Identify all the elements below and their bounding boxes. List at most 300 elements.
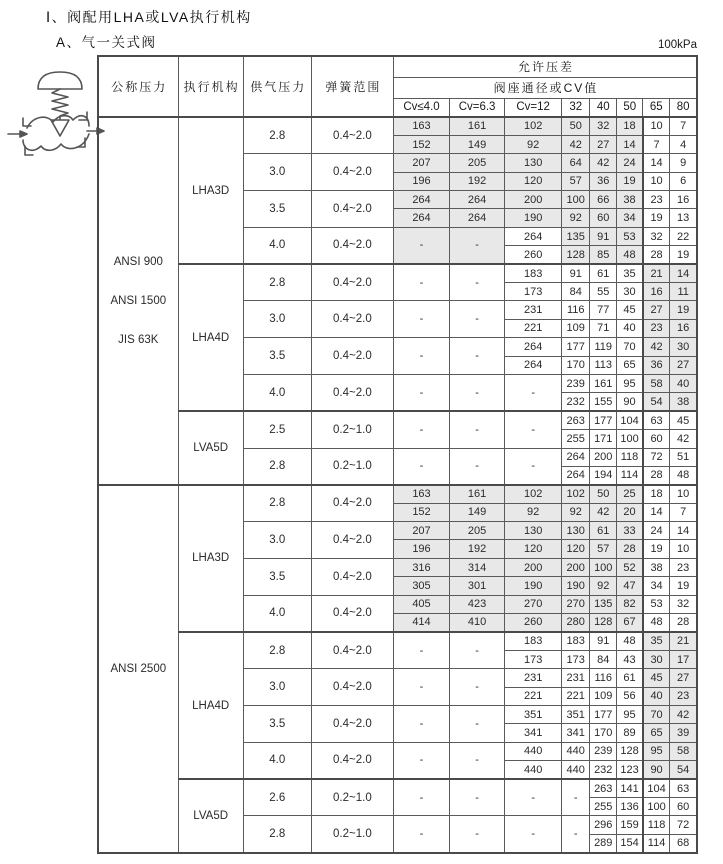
value-cell: 207 — [393, 154, 449, 172]
value-cell: 190 — [505, 209, 562, 227]
dash-cell: - — [450, 411, 505, 448]
value-cell: 84 — [590, 650, 617, 668]
value-cell: 423 — [450, 595, 505, 613]
dash-cell: - — [393, 374, 449, 411]
header-actuator: 执行机构 — [178, 56, 243, 117]
value-cell: 100 — [562, 191, 590, 209]
actuator-cell: LHA3D — [178, 117, 243, 264]
value-cell: 221 — [562, 687, 590, 705]
value-cell: 161 — [590, 374, 617, 392]
actuator-cell: LHA3D — [178, 485, 243, 632]
dash-cell: - — [393, 448, 449, 485]
value-cell: 260 — [505, 614, 562, 632]
supply-cell: 4.0 — [243, 374, 311, 411]
value-cell: 280 — [562, 614, 590, 632]
dash-cell: - — [450, 374, 505, 411]
table-row — [98, 779, 697, 797]
value-cell: 177 — [590, 706, 617, 724]
value-cell: 60 — [643, 430, 670, 448]
supply-cell: 3.0 — [243, 154, 311, 191]
value-cell: 114 — [617, 466, 643, 484]
unit-label: 100kPa — [657, 39, 697, 51]
value-cell: 232 — [562, 393, 590, 411]
value-cell: 42 — [670, 430, 697, 448]
value-cell: 130 — [505, 154, 562, 172]
value-cell: 255 — [590, 797, 617, 815]
value-cell: 119 — [590, 338, 617, 356]
value-cell: 289 — [590, 834, 617, 852]
value-cell: 55 — [590, 283, 617, 301]
table-row — [98, 485, 697, 503]
value-cell: 66 — [590, 191, 617, 209]
value-cell: 50 — [590, 485, 617, 503]
value-cell: 116 — [590, 669, 617, 687]
value-cell: 154 — [617, 834, 643, 852]
value-cell: 14 — [643, 154, 670, 172]
value-cell: 67 — [617, 614, 643, 632]
value-cell: 270 — [562, 595, 590, 613]
actuator-cell: LHA4D — [178, 264, 243, 411]
value-cell: 38 — [643, 558, 670, 576]
value-cell: 135 — [562, 227, 590, 245]
value-cell: 95 — [617, 706, 643, 724]
dash-cell: - — [450, 816, 505, 853]
dash-cell: - — [393, 411, 449, 448]
value-cell: 22 — [670, 227, 697, 245]
supply-cell: 2.8 — [243, 632, 311, 669]
value-cell: 9 — [670, 154, 697, 172]
value-cell: 207 — [393, 522, 449, 540]
value-cell: 16 — [670, 191, 697, 209]
header-allowable-dp: 允许压差 — [393, 56, 697, 77]
value-cell: 200 — [505, 558, 562, 576]
value-cell: 264 — [450, 191, 505, 209]
spring-cell: 0.4~2.0 — [311, 301, 393, 338]
value-cell: 10 — [670, 540, 697, 558]
value-cell: 190 — [505, 577, 562, 595]
value-cell: 10 — [643, 117, 670, 135]
dash-cell: - — [450, 338, 505, 375]
value-cell: 221 — [505, 319, 562, 337]
value-cell: 19 — [617, 172, 643, 190]
supply-cell: 3.5 — [243, 191, 311, 228]
dash-cell: - — [393, 779, 449, 816]
value-cell: 440 — [505, 761, 562, 779]
value-cell: 32 — [590, 117, 617, 135]
supply-cell: 2.8 — [243, 117, 311, 154]
value-cell: 405 — [393, 595, 449, 613]
value-cell: 30 — [670, 338, 697, 356]
value-cell: 351 — [505, 706, 562, 724]
value-cell: 173 — [562, 650, 590, 668]
value-cell: 102 — [505, 117, 562, 135]
pressure-class-label: ANSI 900 — [113, 255, 163, 268]
value-cell: 16 — [643, 283, 670, 301]
value-cell: 92 — [562, 209, 590, 227]
dash-cell: - — [393, 632, 449, 669]
spring-cell: 0.4~2.0 — [311, 742, 393, 779]
supply-cell: 2.6 — [243, 779, 311, 816]
value-cell: 163 — [393, 117, 449, 135]
value-cell: 192 — [450, 172, 505, 190]
value-cell: 120 — [505, 540, 562, 558]
value-cell: 102 — [562, 485, 590, 503]
dash-cell: - — [450, 779, 505, 816]
value-cell: 231 — [505, 301, 562, 319]
value-cell: 64 — [562, 154, 590, 172]
value-cell: 30 — [643, 650, 670, 668]
value-cell: 196 — [393, 540, 449, 558]
value-cell: 20 — [617, 503, 643, 521]
value-cell: 130 — [562, 522, 590, 540]
header-cv-12: Cv=12 — [505, 98, 562, 117]
value-cell: 205 — [450, 522, 505, 540]
value-cell: 13 — [670, 209, 697, 227]
value-cell: 113 — [590, 356, 617, 374]
value-cell: 440 — [562, 761, 590, 779]
air-to-close-valve-icon — [5, 62, 105, 187]
value-cell: 43 — [617, 650, 643, 668]
dash-cell: - — [505, 448, 562, 485]
value-cell: 63 — [643, 411, 670, 429]
value-cell: 48 — [643, 614, 670, 632]
value-cell: 91 — [590, 632, 617, 650]
value-cell: 45 — [617, 301, 643, 319]
header-dn-80: 80 — [670, 98, 697, 117]
value-cell: 72 — [670, 816, 697, 834]
value-cell: 264 — [505, 356, 562, 374]
value-cell: 231 — [505, 669, 562, 687]
value-cell: 40 — [670, 374, 697, 392]
value-cell: 70 — [617, 338, 643, 356]
value-cell: 61 — [590, 522, 617, 540]
value-cell: 301 — [450, 577, 505, 595]
value-cell: 48 — [617, 632, 643, 650]
value-cell: 177 — [562, 338, 590, 356]
spring-cell: 0.4~2.0 — [311, 706, 393, 743]
value-cell: 263 — [562, 411, 590, 429]
value-cell: 231 — [562, 669, 590, 687]
value-cell: 152 — [393, 135, 449, 153]
value-cell: 61 — [590, 264, 617, 282]
value-cell: 42 — [670, 706, 697, 724]
value-cell: 19 — [643, 209, 670, 227]
value-cell: 130 — [505, 522, 562, 540]
value-cell: 239 — [590, 742, 617, 760]
value-cell: 28 — [617, 540, 643, 558]
supply-cell: 3.0 — [243, 301, 311, 338]
value-cell: 200 — [505, 191, 562, 209]
value-cell: 27 — [670, 669, 697, 687]
value-cell: 57 — [590, 540, 617, 558]
value-cell: 341 — [562, 724, 590, 742]
value-cell: 54 — [643, 393, 670, 411]
value-cell: 85 — [590, 246, 617, 264]
spring-cell: 0.4~2.0 — [311, 374, 393, 411]
value-cell: 161 — [450, 485, 505, 503]
value-cell: 33 — [617, 522, 643, 540]
value-cell: 205 — [450, 154, 505, 172]
value-cell: 95 — [643, 742, 670, 760]
value-cell: 56 — [617, 687, 643, 705]
dash-cell: - — [450, 632, 505, 669]
pressure-cell — [98, 117, 178, 485]
value-cell: 171 — [590, 430, 617, 448]
value-cell: 40 — [643, 687, 670, 705]
value-cell: 155 — [590, 393, 617, 411]
dash-cell: - — [450, 706, 505, 743]
supply-cell: 3.0 — [243, 522, 311, 559]
value-cell: 24 — [643, 522, 670, 540]
value-cell: 19 — [643, 540, 670, 558]
value-cell: 42 — [643, 338, 670, 356]
value-cell: 173 — [505, 283, 562, 301]
page-subtitle: A、气一关式阀 — [56, 35, 157, 50]
value-cell: 24 — [617, 154, 643, 172]
value-cell: 183 — [505, 264, 562, 282]
pressure-class-label: ANSI 1500 — [110, 294, 167, 307]
header-dn-50: 50 — [617, 98, 643, 117]
header-supply-pressure: 供气压力 — [243, 56, 311, 117]
value-cell: 21 — [643, 264, 670, 282]
pressure-class-labels — [99, 256, 178, 346]
value-cell: 190 — [562, 577, 590, 595]
pressure-table — [97, 55, 698, 854]
value-cell: 36 — [643, 356, 670, 374]
header-dn-32: 32 — [562, 98, 590, 117]
value-cell: 91 — [562, 264, 590, 282]
value-cell: 11 — [670, 283, 697, 301]
value-cell: 305 — [393, 577, 449, 595]
value-cell: 232 — [590, 761, 617, 779]
dash-cell: - — [393, 338, 449, 375]
value-cell: 260 — [505, 246, 562, 264]
table-head — [98, 56, 697, 117]
value-cell: 53 — [643, 595, 670, 613]
dash-cell: - — [505, 374, 562, 411]
supply-cell: 2.8 — [243, 264, 311, 301]
value-cell: 194 — [590, 466, 617, 484]
spring-cell: 0.2~1.0 — [311, 816, 393, 853]
value-cell: 14 — [670, 264, 697, 282]
spring-cell: 0.4~2.0 — [311, 632, 393, 669]
value-cell: 30 — [617, 283, 643, 301]
value-cell: 92 — [505, 135, 562, 153]
value-cell: 25 — [617, 485, 643, 503]
value-cell: 27 — [590, 135, 617, 153]
supply-cell: 3.5 — [243, 558, 311, 595]
value-cell: 161 — [450, 117, 505, 135]
value-cell: 18 — [617, 117, 643, 135]
spring-cell: 0.4~2.0 — [311, 154, 393, 191]
dash-cell: - — [505, 411, 562, 448]
value-cell: 128 — [562, 246, 590, 264]
table-row — [98, 411, 697, 429]
value-cell: 48 — [670, 466, 697, 484]
value-cell: 7 — [670, 503, 697, 521]
value-cell: 92 — [505, 503, 562, 521]
value-cell: 61 — [617, 669, 643, 687]
table-row — [98, 117, 697, 135]
value-cell: 60 — [670, 797, 697, 815]
value-cell: 95 — [617, 374, 643, 392]
value-cell: 183 — [562, 632, 590, 650]
value-cell: 7 — [643, 135, 670, 153]
value-cell: 109 — [562, 319, 590, 337]
spring-cell: 0.2~1.0 — [311, 779, 393, 816]
supply-cell: 4.0 — [243, 595, 311, 632]
dash-cell: - — [562, 779, 590, 816]
table-row — [98, 632, 697, 650]
supply-cell: 4.0 — [243, 227, 311, 264]
value-cell: 38 — [617, 191, 643, 209]
table-body — [98, 117, 697, 853]
spring-cell: 0.4~2.0 — [311, 485, 393, 522]
value-cell: 410 — [450, 614, 505, 632]
value-cell: 23 — [643, 319, 670, 337]
pressure-class-label: ANSI 2500 — [110, 662, 167, 675]
value-cell: 19 — [670, 577, 697, 595]
value-cell: 341 — [505, 724, 562, 742]
value-cell: 104 — [643, 779, 670, 797]
value-cell: 91 — [590, 227, 617, 245]
value-cell: 51 — [670, 448, 697, 466]
value-cell: 34 — [617, 209, 643, 227]
value-cell: 92 — [562, 503, 590, 521]
dash-cell: - — [393, 742, 449, 779]
value-cell: 77 — [590, 301, 617, 319]
dash-cell: - — [393, 816, 449, 853]
header-spring-range: 弹簧范围 — [311, 56, 393, 117]
supply-cell: 2.5 — [243, 411, 311, 448]
value-cell: 45 — [670, 411, 697, 429]
value-cell: 50 — [562, 117, 590, 135]
spring-cell: 0.4~2.0 — [311, 558, 393, 595]
supply-cell: 4.0 — [243, 742, 311, 779]
value-cell: 123 — [617, 761, 643, 779]
value-cell: 53 — [617, 227, 643, 245]
value-cell: 42 — [590, 503, 617, 521]
value-cell: 42 — [590, 154, 617, 172]
supply-cell: 3.5 — [243, 706, 311, 743]
dash-cell: - — [450, 227, 505, 264]
value-cell: 18 — [643, 485, 670, 503]
value-cell: 40 — [617, 319, 643, 337]
actuator-cell: LVA5D — [178, 411, 243, 485]
header-cv-6-3: Cv=6.3 — [450, 98, 505, 117]
value-cell: 118 — [643, 816, 670, 834]
value-cell: 10 — [643, 172, 670, 190]
value-cell: 264 — [450, 209, 505, 227]
header-nominal-pressure: 公称压力 — [98, 56, 178, 117]
spring-cell: 0.4~2.0 — [311, 338, 393, 375]
actuator-cell: LHA4D — [178, 632, 243, 779]
dash-cell: - — [393, 706, 449, 743]
value-cell: 239 — [562, 374, 590, 392]
value-cell: 42 — [562, 135, 590, 153]
value-cell: 414 — [393, 614, 449, 632]
value-cell: 120 — [562, 540, 590, 558]
value-cell: 196 — [393, 172, 449, 190]
dash-cell: - — [505, 779, 562, 816]
value-cell: 90 — [617, 393, 643, 411]
value-cell: 35 — [643, 632, 670, 650]
supply-cell: 3.0 — [243, 669, 311, 706]
value-cell: 114 — [643, 834, 670, 852]
value-cell: 255 — [562, 430, 590, 448]
spring-cell: 0.4~2.0 — [311, 595, 393, 632]
value-cell: 28 — [643, 466, 670, 484]
spring-cell: 0.4~2.0 — [311, 522, 393, 559]
value-cell: 264 — [393, 191, 449, 209]
value-cell: 84 — [562, 283, 590, 301]
value-cell: 23 — [643, 191, 670, 209]
value-cell: 19 — [670, 301, 697, 319]
value-cell: 149 — [450, 135, 505, 153]
dash-cell: - — [393, 227, 449, 264]
value-cell: 63 — [670, 779, 697, 797]
value-cell: 54 — [670, 761, 697, 779]
value-cell: 440 — [562, 742, 590, 760]
value-cell: 21 — [670, 632, 697, 650]
value-cell: 200 — [590, 448, 617, 466]
value-cell: 314 — [450, 558, 505, 576]
value-cell: 32 — [643, 227, 670, 245]
dash-cell: - — [450, 669, 505, 706]
value-cell: 47 — [617, 577, 643, 595]
table-row — [98, 264, 697, 282]
spring-cell: 0.4~2.0 — [311, 669, 393, 706]
value-cell: 170 — [562, 356, 590, 374]
value-cell: 92 — [590, 577, 617, 595]
value-cell: 128 — [617, 742, 643, 760]
page-title: Ⅰ、阀配用LHA或LVA执行机构 — [46, 9, 252, 25]
value-cell: 100 — [590, 558, 617, 576]
value-cell: 183 — [505, 632, 562, 650]
value-cell: 118 — [617, 448, 643, 466]
value-cell: 72 — [643, 448, 670, 466]
header-seat-or-cv: 阀座通径或CV值 — [393, 77, 697, 98]
actuator-cell: LVA5D — [178, 779, 243, 853]
value-cell: 34 — [643, 577, 670, 595]
value-cell: 141 — [617, 779, 643, 797]
value-cell: 221 — [505, 687, 562, 705]
value-cell: 45 — [643, 669, 670, 687]
spring-cell: 0.2~1.0 — [311, 448, 393, 485]
value-cell: 28 — [643, 246, 670, 264]
value-cell: 104 — [617, 411, 643, 429]
value-cell: 296 — [590, 816, 617, 834]
value-cell: 264 — [562, 466, 590, 484]
supply-cell: 3.5 — [243, 338, 311, 375]
supply-cell: 2.8 — [243, 485, 311, 522]
value-cell: 159 — [617, 816, 643, 834]
value-cell: 120 — [505, 172, 562, 190]
dash-cell: - — [562, 816, 590, 853]
value-cell: 264 — [393, 209, 449, 227]
value-cell: 100 — [643, 797, 670, 815]
value-cell: 173 — [505, 650, 562, 668]
value-cell: 70 — [643, 706, 670, 724]
value-cell: 263 — [590, 779, 617, 797]
pressure-class-labels — [99, 663, 178, 675]
header-dn-65: 65 — [643, 98, 670, 117]
value-cell: 68 — [670, 834, 697, 852]
value-cell: 65 — [617, 356, 643, 374]
value-cell: 7 — [670, 117, 697, 135]
value-cell: 27 — [670, 356, 697, 374]
value-cell: 17 — [670, 650, 697, 668]
